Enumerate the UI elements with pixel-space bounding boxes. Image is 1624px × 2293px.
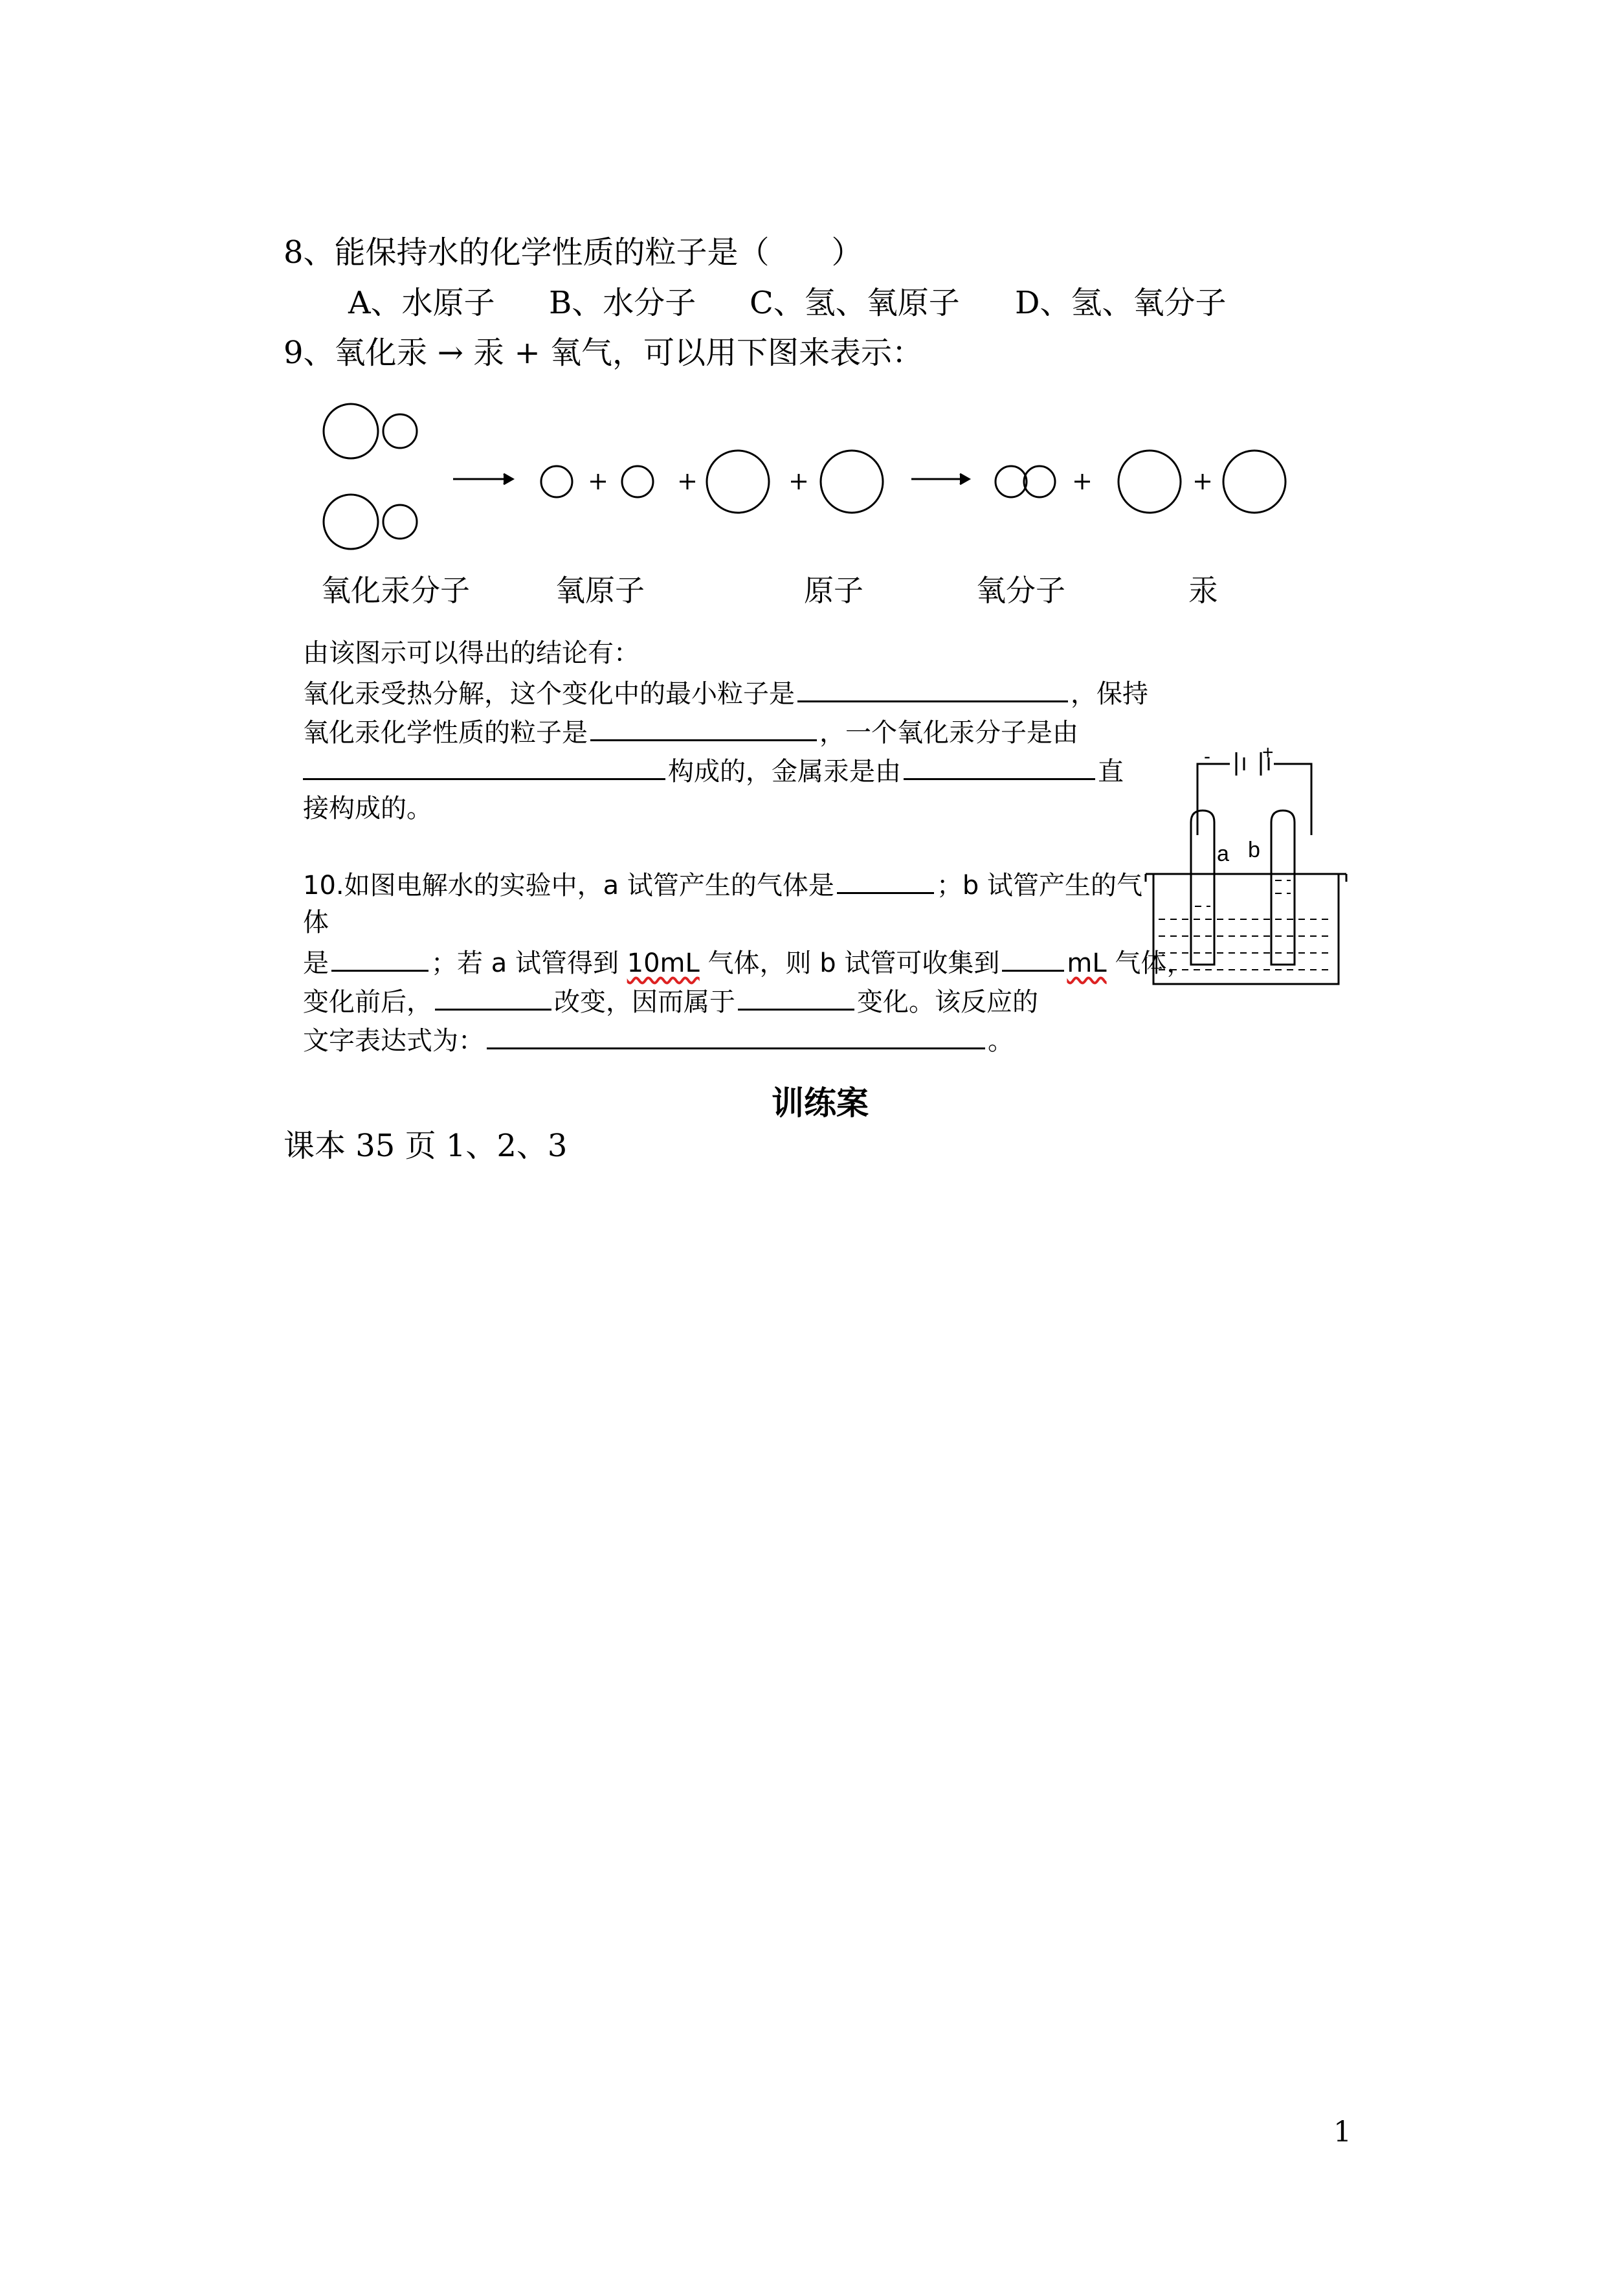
q10-line-3-text-b: ；若 a 试管得到 — [431, 948, 627, 978]
q10-line-4-text-c: 变化。该反应的 — [857, 987, 1038, 1017]
q8-option-c: C、氢、氧原子 — [750, 285, 960, 321]
tube-b-gas-blank[interactable] — [331, 945, 428, 972]
q10-line-1 — [303, 867, 1142, 902]
word-equation-blank[interactable] — [487, 1023, 985, 1049]
q8-option-a: A、水原子 — [348, 285, 495, 321]
label-mercury: 汞 — [1188, 573, 1218, 608]
unchanged-changed-blank[interactable] — [435, 984, 551, 1011]
q10-volume-a: 10mL — [627, 948, 700, 978]
q9-conclusion-intro: 由该图示可以得出的结论有： — [303, 638, 640, 668]
tube-a-gas-blank[interactable] — [837, 867, 934, 894]
q9-line-1 — [303, 676, 1148, 710]
battery-minus-label: - — [1204, 746, 1210, 767]
q10-line-5 — [303, 1023, 1014, 1057]
q10-line-3-text-a: 是 — [303, 948, 329, 978]
q10-line-5-text-a: 文字表达式为： — [303, 1026, 484, 1056]
keep-property-particle-blank[interactable] — [590, 715, 817, 741]
tube-b — [1271, 811, 1295, 965]
q10-line-1-text-a: 10.如图电解水的实验中，a 试管产生的气体是 — [303, 871, 834, 900]
q10-line-1-text-b: ；b 试管产生的气 — [936, 871, 1142, 900]
hg-atom-circle — [821, 451, 883, 513]
label-atom: 原子 — [804, 573, 863, 608]
q10-line-4 — [303, 984, 1038, 1018]
q9-line-3-text-a: 构成的，金属汞是由 — [668, 757, 901, 787]
q9-line-2-text-a: 氧化汞化学性质的粒子是 — [303, 718, 588, 748]
q9-line-1-text-b: ，保持 — [1071, 679, 1148, 709]
mercury-composition-blank[interactable] — [904, 754, 1095, 780]
q10-unit-ml: mL — [1067, 948, 1107, 978]
q8-option-b: B、水分子 — [549, 285, 696, 321]
tube-a-label: a — [1217, 842, 1229, 866]
label-mercury-oxide-molecule: 氧化汞分子 — [321, 573, 470, 608]
change-type-blank[interactable] — [738, 984, 854, 1011]
q9-line-4: 接构成的。 — [303, 794, 432, 823]
q10-line-2: 体 — [303, 908, 329, 937]
page-number: 1 — [1333, 2116, 1351, 2149]
q9-line-3 — [303, 754, 1124, 788]
hg-atom-circle — [324, 495, 378, 549]
hg-atom-circle — [324, 404, 378, 458]
q9-line-2 — [303, 715, 1078, 749]
q8-stem: 8、能保持水的化学性质的粒子是（ ） — [284, 234, 863, 271]
o-atom-circle — [383, 505, 417, 539]
o2-molecule-circle — [996, 466, 1027, 497]
q10-line-3-text-f: 气体， — [1106, 948, 1193, 978]
q10-line-5-text-b: 。 — [988, 1026, 1014, 1056]
training-content: 课本 35 页 1、2、3 — [284, 1128, 568, 1164]
q10-line-4-text-b: 改变，因而属于 — [554, 987, 735, 1017]
label-oxygen-molecule: 氧分子 — [976, 573, 1065, 608]
o-atom-circle — [383, 414, 417, 448]
q10-line-4-text-a: 变化前后， — [303, 987, 432, 1017]
battery-plus-label: + — [1262, 742, 1274, 763]
hg-atom-circle — [707, 451, 769, 513]
q9-line-3-text-b: 直 — [1098, 757, 1124, 787]
o-atom-circle — [622, 466, 653, 497]
o-atom-circle — [541, 466, 572, 497]
molecule-composition-blank[interactable] — [303, 754, 665, 780]
training-title: 训练案 — [772, 1084, 869, 1122]
o2-molecule-circle — [1024, 466, 1055, 497]
q10-line-3-text-d: 气体，则 b 试管可收集到 — [699, 948, 1000, 978]
tube-b-volume-blank[interactable] — [1002, 945, 1064, 972]
q8-option-d: D、氢、氧分子 — [1015, 285, 1227, 321]
tube-b-label: b — [1248, 838, 1260, 862]
hg-atom-circle — [1223, 451, 1285, 513]
tube-a — [1191, 811, 1214, 965]
label-oxygen-atom: 氧原子 — [555, 573, 645, 608]
hg-atom-circle — [1118, 451, 1181, 513]
q9-stem: 9、氧化汞 → 汞 + 氧气，可以用下图来表示： — [284, 335, 924, 371]
smallest-particle-blank[interactable] — [797, 676, 1068, 702]
q10-line-3 — [303, 945, 1192, 979]
q9-line-2-text-b: ，一个氧化汞分子是由 — [819, 718, 1078, 748]
q9-line-1-text-a: 氧化汞受热分解，这个变化中的最小粒子是 — [303, 679, 795, 709]
